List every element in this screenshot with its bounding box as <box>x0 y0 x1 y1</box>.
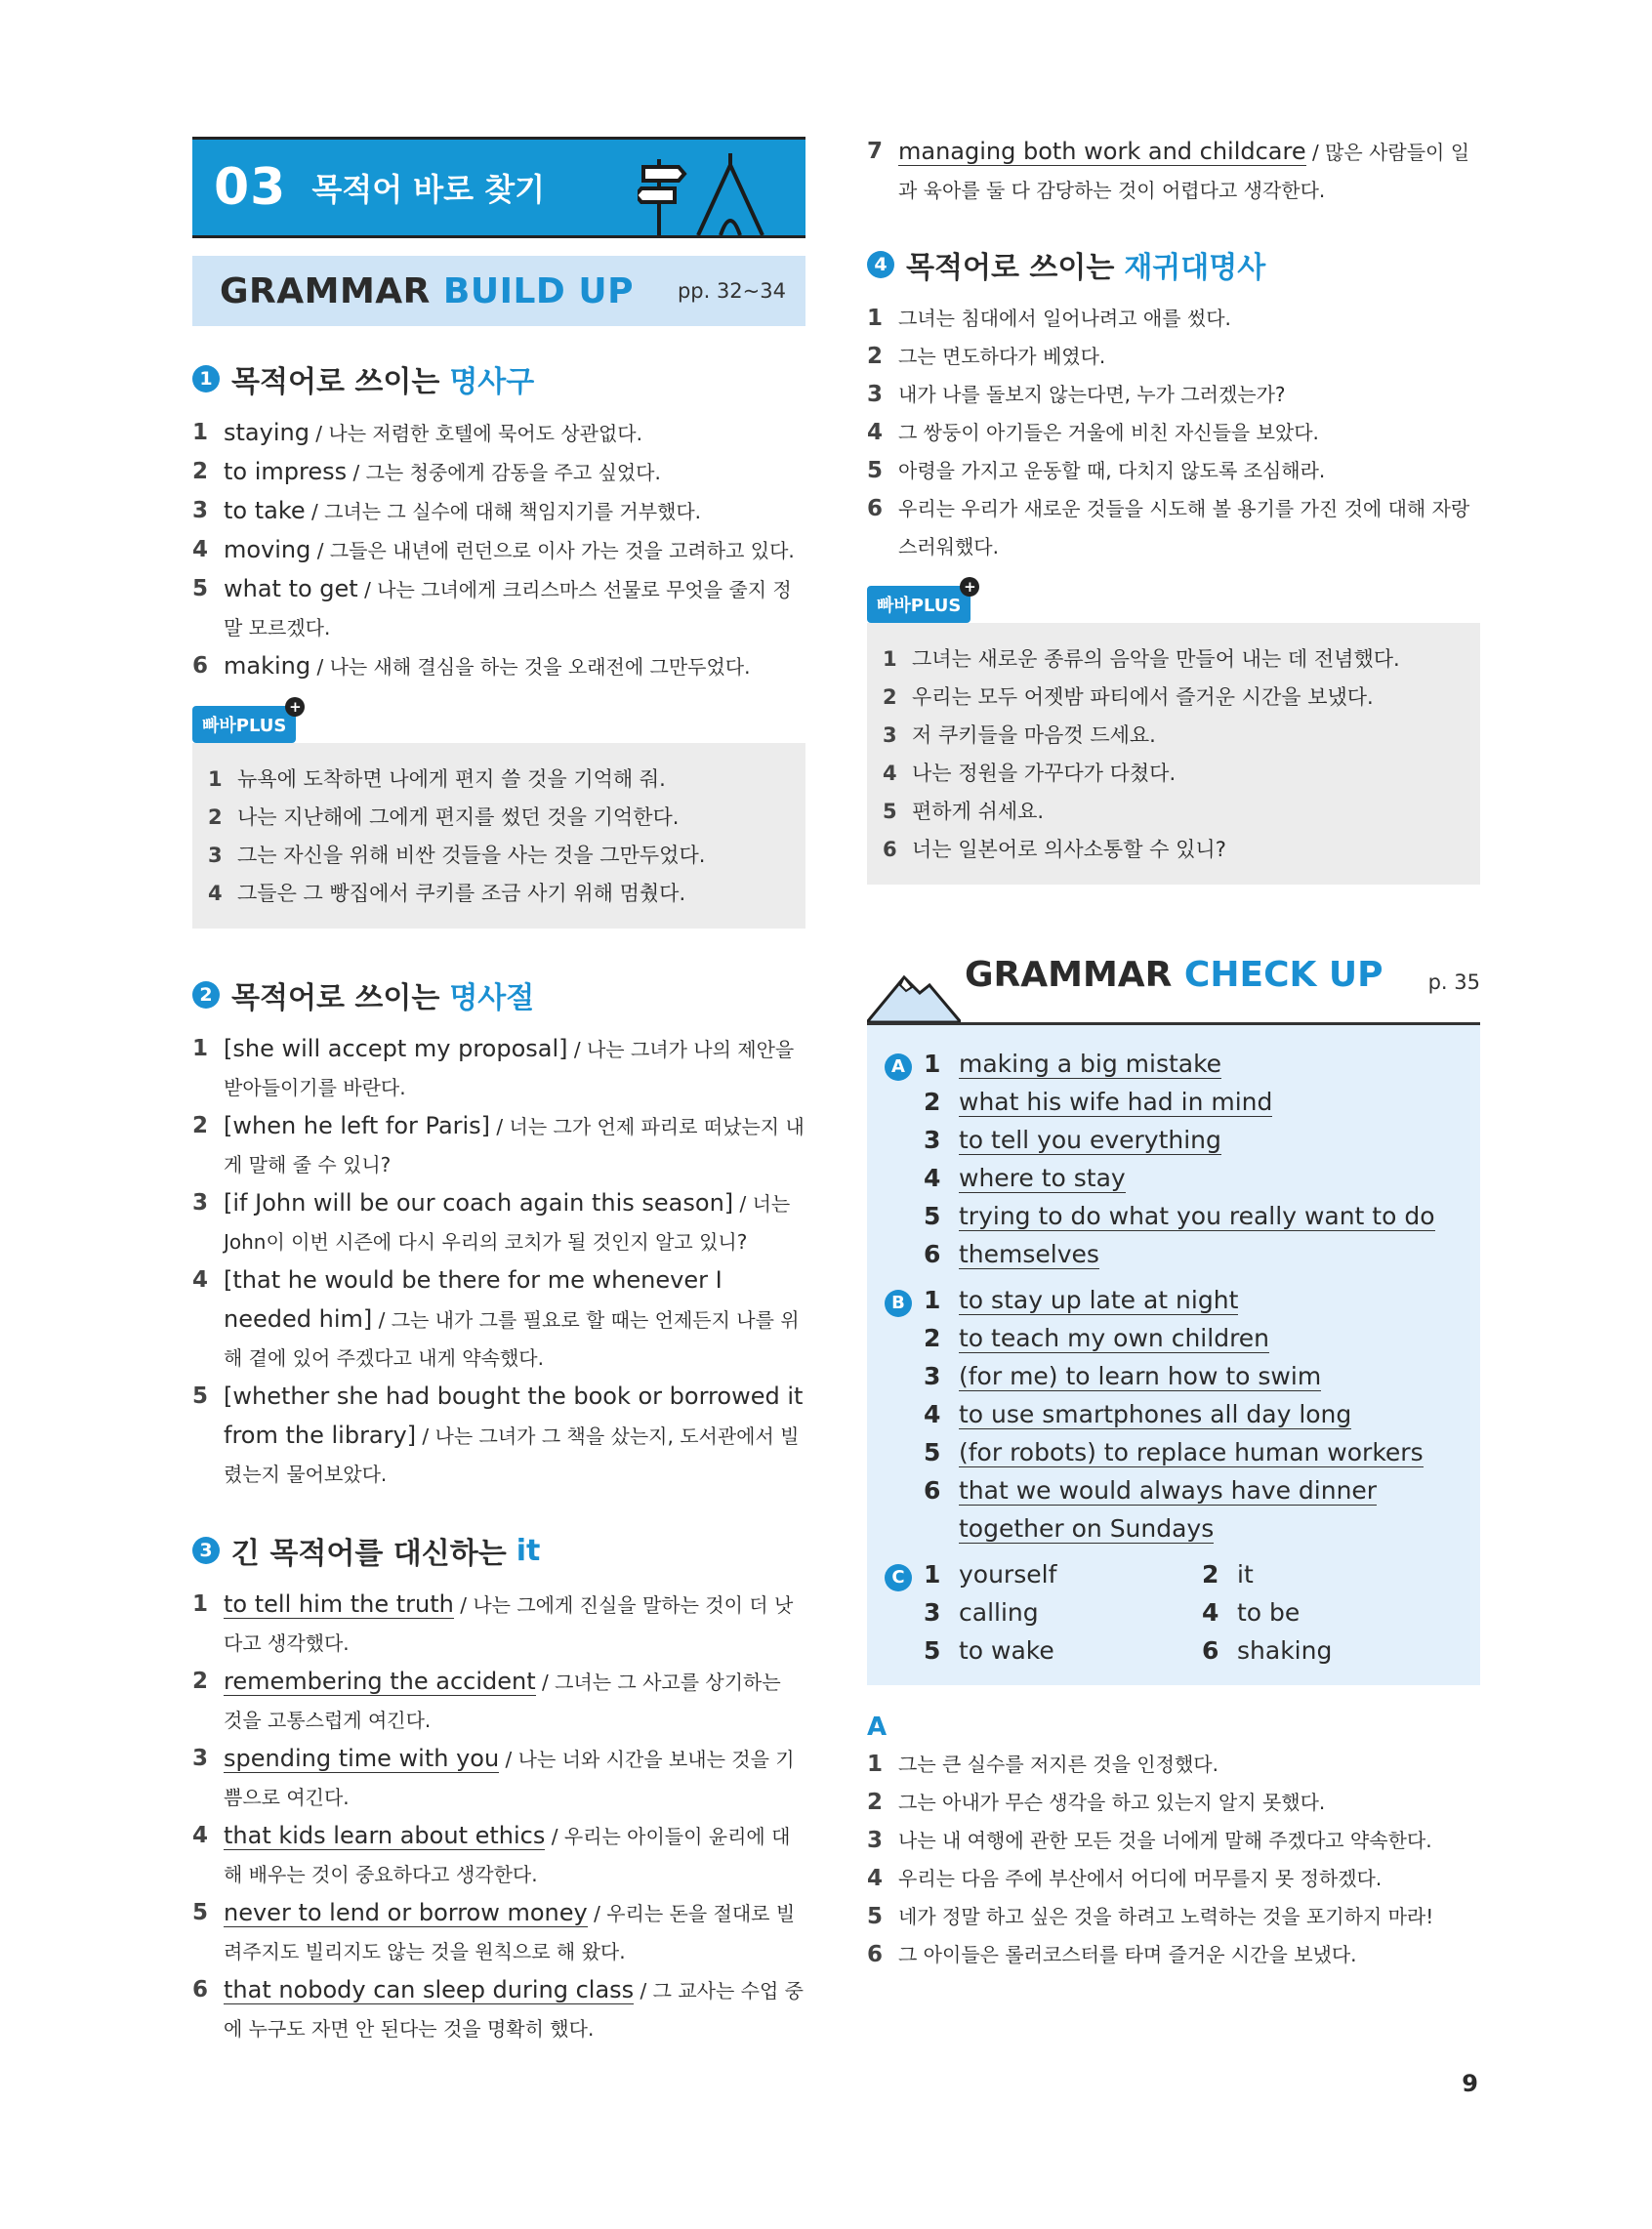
list-item: 6 그 아이들은 롤러코스터를 타며 즐거운 시간을 보냈다. <box>867 1942 1357 1967</box>
section-1-heading: 1 목적어로 쓰이는 명사구 <box>192 357 805 400</box>
section-3 <box>192 1529 805 2048</box>
list-item: 4 that kids learn about ethics / 우리는 아이들이 윤리에 대해 배우는 것이 중요하다고 생각한다. <box>192 1822 791 1886</box>
list-item: 1 그녀는 침대에서 일어나려고 애를 썼다. <box>867 306 1231 331</box>
list-item: 1 [she will accept my proposal] / 나는 그녀가 나의 제안을 받아들이기를 바란다. <box>192 1035 795 1099</box>
checkup-box <box>867 1025 1480 1685</box>
list-item: 4 우리는 다음 주에 부산에서 어디에 머무를지 못 정하겠다. <box>867 1866 1383 1891</box>
list-item: 2 우리는 모두 어젯밤 파티에서 즐거운 시간을 보냈다. <box>883 685 1374 709</box>
list-item: 2 그는 면도하다가 베였다. <box>867 344 1106 369</box>
answer-row: 4 where to stay <box>924 1164 1126 1192</box>
section-1 <box>192 357 805 929</box>
list-item: 6 making / 나는 새해 결심을 하는 것을 오래전에 그만두었다. <box>192 652 751 680</box>
answer-row: 5 trying to do what you really want to do <box>924 1202 1435 1230</box>
list-item: 1 그는 큰 실수를 저지른 것을 인정했다. <box>867 1752 1218 1777</box>
grammar-checkup <box>867 929 1480 1685</box>
part-b-badge: B <box>885 1290 912 1317</box>
list-item: 3 내가 나를 돌보지 않는다면, 누가 그러겠는가? <box>867 382 1286 407</box>
answer-row: 3 to tell you everything <box>924 1126 1221 1154</box>
plus-icon: + <box>960 577 979 597</box>
checkup-title: GRAMMAR CHECK UP <box>965 955 1384 995</box>
list-item: 3 저 쿠키들을 마음껏 드세요. <box>883 723 1156 747</box>
list-item: 2 [when he left for Paris] / 너는 그가 언제 파리로 떠났는지 내게 말해 줄 수 있니? <box>192 1112 805 1176</box>
section-4-badge: 4 <box>867 251 894 278</box>
answers-a-label: A <box>867 1713 888 1742</box>
checkup-banner <box>867 929 1480 1025</box>
list-item: 5 never to lend or borrow money / 우리는 돈을 절대로 빌려주지도 빌리지도 않는 것을 원칙으로 해 왔다. <box>192 1899 796 1963</box>
list-item: 3 to take / 그녀는 그 실수에 대해 책임지기를 거부했다. <box>192 497 702 524</box>
plus-tag: 빠바PLUS + <box>192 706 296 743</box>
right-column <box>867 133 1480 1974</box>
section-2-badge: 2 <box>192 981 220 1009</box>
list-item: 3 그는 자신을 위해 비싼 것들을 사는 것을 그만두었다. <box>208 844 706 867</box>
plus-icon: + <box>285 697 305 717</box>
answer-row: 3 (for me) to learn how to swim <box>924 1362 1322 1390</box>
list-item: 5 [whether she had bought the book or borrowed it from the library] / 나는 그녀가 그 책을 샀는지, 도서관에서 빌렸는지 물어보았다. <box>192 1383 804 1486</box>
list-item: 5 what to get / 나는 그녀에게 크리스마스 선물로 무엇을 줄지 정말 모르겠다. <box>192 575 792 640</box>
section-3-items <box>192 1586 805 2048</box>
unit-title: 목적어 바로 찾기 <box>311 171 546 208</box>
list-item: 4 [that he would be there for me whenever I needed him] / 그는 내가 그를 필요로 할 때는 언제든지 나를 위해 곁에 있어 주겠다고 내게 약속했다. <box>192 1266 800 1370</box>
list-item: 3 spending time with you / 나는 너와 시간을 보내는 것을 기쁨으로 여긴다. <box>192 1745 795 1809</box>
answer-row: 6 that we would always have dinner together on Sundays <box>924 1476 1378 1543</box>
answer-row: B 1 to stay up late at night <box>885 1281 1463 1319</box>
answer-row: 3 calling 4 to be <box>924 1598 1301 1627</box>
list-item: 4 나는 정원을 가꾸다가 다쳤다. <box>883 762 1177 785</box>
section-2-items <box>192 1030 805 1494</box>
list-item: 4 그 쌍둥이 아기들은 거울에 비친 자신들을 보았다. <box>867 420 1319 445</box>
section-2-heading: 2 목적어로 쓰이는 명사절 <box>192 973 805 1016</box>
section-1-badge: 1 <box>192 365 220 392</box>
buildup-pages: pp. 32~34 <box>677 279 786 303</box>
buildup-title: GRAMMAR BUILD UP <box>220 270 634 311</box>
answer-row: 5 (for robots) to replace human workers <box>924 1438 1424 1466</box>
list-item: 3 나는 내 여행에 관한 모든 것을 너에게 말해 주겠다고 약속한다. <box>867 1828 1432 1853</box>
grammar-buildup-banner <box>192 256 805 326</box>
list-item: 2 나는 지난해에 그에게 편지를 썼던 것을 기억한다. <box>208 805 680 829</box>
answer-row: 5 to wake 6 shaking <box>924 1636 1333 1665</box>
answer-row: C 1 yourself 2 it <box>885 1555 1463 1593</box>
section-1-items <box>192 414 805 686</box>
part-a-badge: A <box>885 1053 912 1081</box>
list-item: 6 우리는 우리가 새로운 것들을 시도해 볼 용기를 가진 것에 대해 자랑스러워했다. <box>867 496 1470 558</box>
answer-row: 2 to teach my own children <box>924 1324 1270 1352</box>
list-item: 2 to impress / 그는 청중에게 감동을 주고 싶었다. <box>192 458 661 485</box>
mountain-icon <box>867 964 961 1022</box>
checkup-pages: p. 35 <box>1427 970 1480 994</box>
list-item: 4 그들은 그 빵집에서 쿠키를 조금 사기 위해 멈췄다. <box>208 882 686 905</box>
left-column <box>192 137 805 2048</box>
list-item: 5 편하게 쉬세요. <box>883 800 1045 823</box>
answers-a-items <box>867 1746 1480 1974</box>
list-item: 2 remembering the accident / 그녀는 그 사고를 상기하는 것을 고통스럽게 여긴다. <box>192 1668 781 1732</box>
answers-a-section <box>867 1713 1480 1974</box>
list-item: 1 뉴욕에 도착하면 나에게 편지 쓸 것을 기억해 줘. <box>208 767 666 791</box>
section-4-items <box>867 300 1480 566</box>
list-item: 3 [if John will be our coach again this season] / 너는 John이 이번 시즌에 다시 우리의 코치가 될 것인지 알고 있니? <box>192 1189 791 1254</box>
section-3-badge: 3 <box>192 1537 220 1564</box>
list-item: 2 그는 아내가 무슨 생각을 하고 있는지 알지 못했다. <box>867 1790 1326 1815</box>
list-item: 1 그녀는 새로운 종류의 음악을 만들어 내는 데 전념했다. <box>883 647 1400 671</box>
unit-header <box>192 137 805 238</box>
section-3-continued <box>867 133 1480 210</box>
answer-row: 2 what his wife had in mind <box>924 1088 1273 1116</box>
list-item: 6 that nobody can sleep during class / 그 교사는 수업 중에 누구도 자면 안 된다는 것을 명확히 했다. <box>192 1976 804 2041</box>
answer-row: A 1 making a big mistake <box>885 1045 1463 1083</box>
list-item: 6 너는 일본어로 의사소통할 수 있니? <box>883 838 1226 861</box>
list-item: 5 네가 정말 하고 싶은 것을 하려고 노력하는 것을 포기하지 마라! <box>867 1904 1434 1929</box>
answer-row: 4 to use smartphones all day long <box>924 1400 1352 1428</box>
plus-tag: 빠바PLUS + <box>867 586 971 623</box>
list-item: 4 moving / 그들은 내년에 런던으로 이사 가는 것을 고려하고 있다. <box>192 536 795 563</box>
section-2 <box>192 973 805 1494</box>
list-item: 1 staying / 나는 저렴한 호텔에 묵어도 상관없다. <box>192 419 642 446</box>
section-3-heading: 3 긴 목적어를 대신하는 it <box>192 1529 805 1572</box>
section-4 <box>867 243 1480 885</box>
page-number: 9 <box>1462 2070 1478 2097</box>
signpost-tent-icon <box>638 147 784 235</box>
plus-box <box>192 743 805 929</box>
answer-row: 6 themselves <box>924 1240 1099 1268</box>
plus-box <box>867 623 1480 885</box>
section-4-heading: 4 목적어로 쓰이는 재귀대명사 <box>867 243 1480 286</box>
list-item: 7 managing both work and childcare / 많은 사람들이 일과 육아를 둘 다 감당하는 것이 어렵다고 생각한다. <box>867 138 1470 202</box>
part-c-badge: C <box>885 1564 912 1591</box>
unit-number: 03 <box>214 158 287 217</box>
list-item: 5 아령을 가지고 운동할 때, 다치지 않도록 조심해라. <box>867 458 1326 483</box>
list-item: 1 to tell him the truth / 나는 그에게 진실을 말하는 것이 더 낫다고 생각했다. <box>192 1590 794 1655</box>
